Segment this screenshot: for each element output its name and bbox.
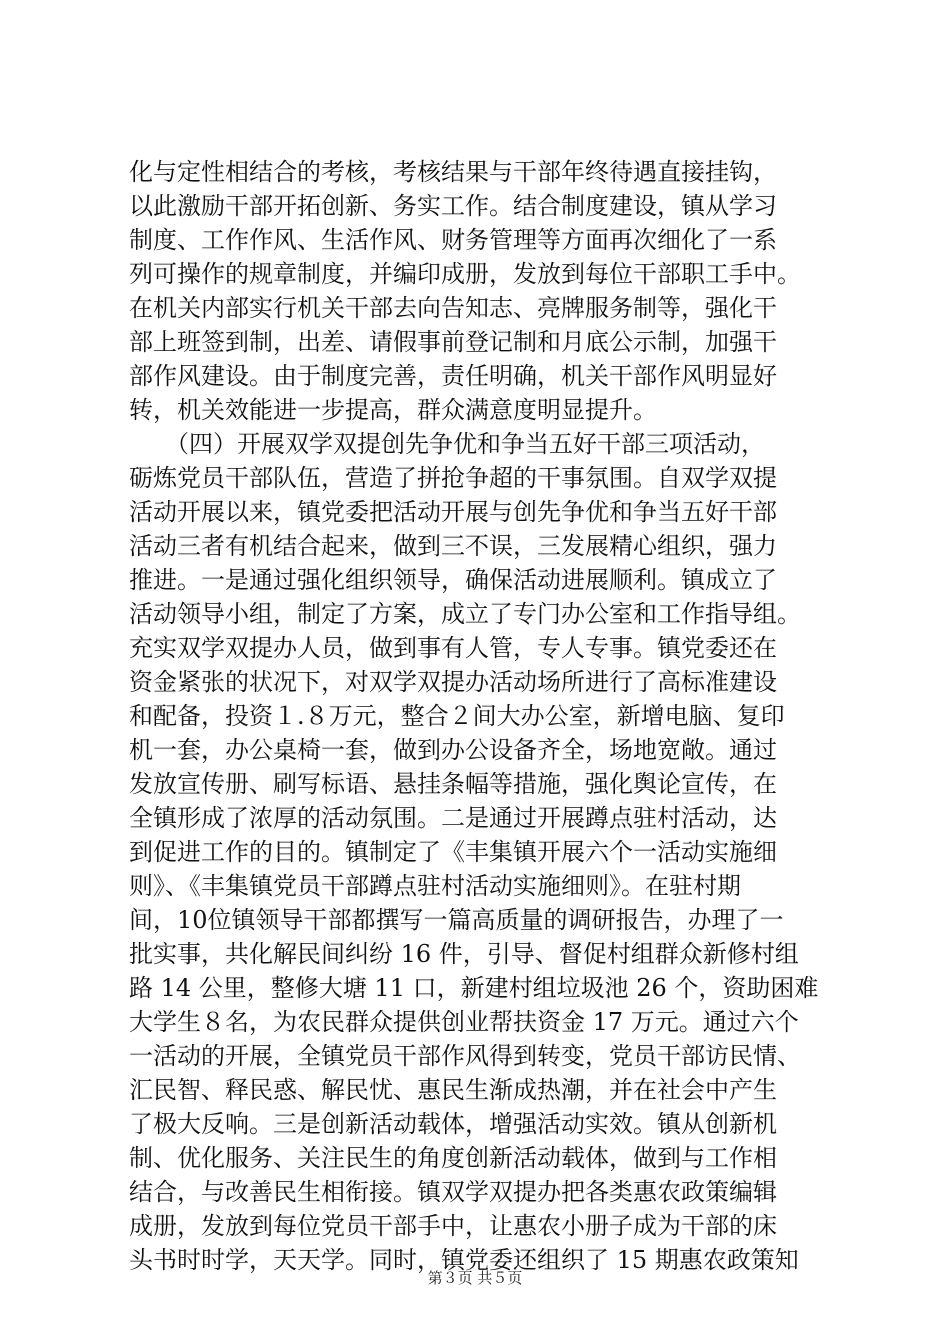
text-line: 资金紧张的状况下，对双学双提办活动场所进行了高标准建设 [129, 668, 777, 696]
text-line: 路 14 公里，整修大塘 11 口，新建村组垃圾池 26 个，资助困难 [129, 974, 819, 1002]
text-line: （四）开展双学双提创先争优和争当五好干部三项活动， [129, 430, 765, 458]
text-line: 砺炼党员干部队伍，营造了拼抢争超的干事氛围。自双学双提 [129, 464, 777, 492]
page-footer: 第３页 共５页 [427, 1269, 523, 1287]
text-line: 在机关内部实行机关干部去向告知志、亮牌服务制等，强化干 [129, 294, 777, 322]
text-line: 全镇形成了浓厚的活动氛围。二是通过开展蹲点驻村活动，达 [129, 804, 777, 832]
text-line: 制度、工作作风、生活作风、财务管理等方面再次细化了一系 [129, 226, 777, 254]
text-line: 制、优化服务、关注民生的角度创新活动载体，做到与工作相 [129, 1144, 777, 1172]
text-line: 活动开展以来，镇党委把活动开展与创先争优和争当五好干部 [129, 498, 777, 526]
text-line: 发放宣传册、刷写标语、悬挂条幅等措施，强化舆论宣传，在 [129, 770, 777, 798]
text-line: 批实事，共化解民间纠纷 16 件，引导、督促村组群众新修村组 [129, 940, 799, 968]
text-line: 机一套，办公桌椅一套，做到办公设备齐全，场地宽敞。通过 [129, 736, 777, 764]
text-line: 活动领导小组，制定了方案，成立了专门办公室和工作指导组。 [129, 600, 801, 628]
text-line: 头书时时学，天天学。同时，镇党委还组织了 15 期惠农政策知 [129, 1246, 799, 1274]
text-line: 了极大反响。三是创新活动载体，增强活动实效。镇从创新机 [129, 1110, 777, 1138]
text-line: 间，10位镇领导干部都撰写一篇高质量的调研报告，办理了一 [129, 906, 784, 934]
text-line: 结合，与改善民生相衔接。镇双学双提办把各类惠农政策编辑 [129, 1178, 777, 1206]
text-line: 到促进工作的目的。镇制定了《丰集镇开展六个一活动实施细 [129, 838, 777, 866]
text-line: 活动三者有机结合起来，做到三不误，三发展精心组织，强力 [129, 532, 777, 560]
text-line: 化与定性相结合的考核，考核结果与干部年终待遇直接挂钩， [129, 158, 777, 186]
text-line: 和配备，投资１.８万元，整合２间大办公室，新增电脑、复印 [129, 702, 785, 730]
text-line: 成册，发放到每位党员干部手中，让惠农小册子成为干部的床 [129, 1212, 777, 1240]
text-line: 推进。一是通过强化组织领导，确保活动进展顺利。镇成立了 [129, 566, 777, 594]
body-text [129, 155, 869, 1277]
text-line: 以此激励干部开拓创新、务实工作。结合制度建设，镇从学习 [129, 192, 777, 220]
text-line: 部上班签到制，出差、请假事前登记制和月底公示制，加强干 [129, 328, 777, 356]
text-line: 充实双学双提办人员，做到事有人管，专人专事。镇党委还在 [129, 634, 777, 662]
text-line: 部作风建设。由于制度完善，责任明确，机关干部作风明显好 [129, 362, 777, 390]
text-line: 大学生８名，为农民群众提供创业帮扶资金 17 万元。通过六个 [129, 1008, 799, 1036]
text-line: 一活动的开展，全镇党员干部作风得到转变，党员干部访民情、 [129, 1042, 801, 1070]
text-line: 转，机关效能进一步提高，群众满意度明显提升。 [129, 396, 657, 424]
text-line: 则》、《丰集镇党员干部蹲点驻村活动实施细则》。在驻村期 [129, 872, 741, 900]
text-line: 汇民智、释民惑、解民忧、惠民生渐成热潮，并在社会中产生 [129, 1076, 777, 1104]
text-line: 列可操作的规章制度，并编印成册，发放到每位干部职工手中。 [129, 260, 801, 288]
